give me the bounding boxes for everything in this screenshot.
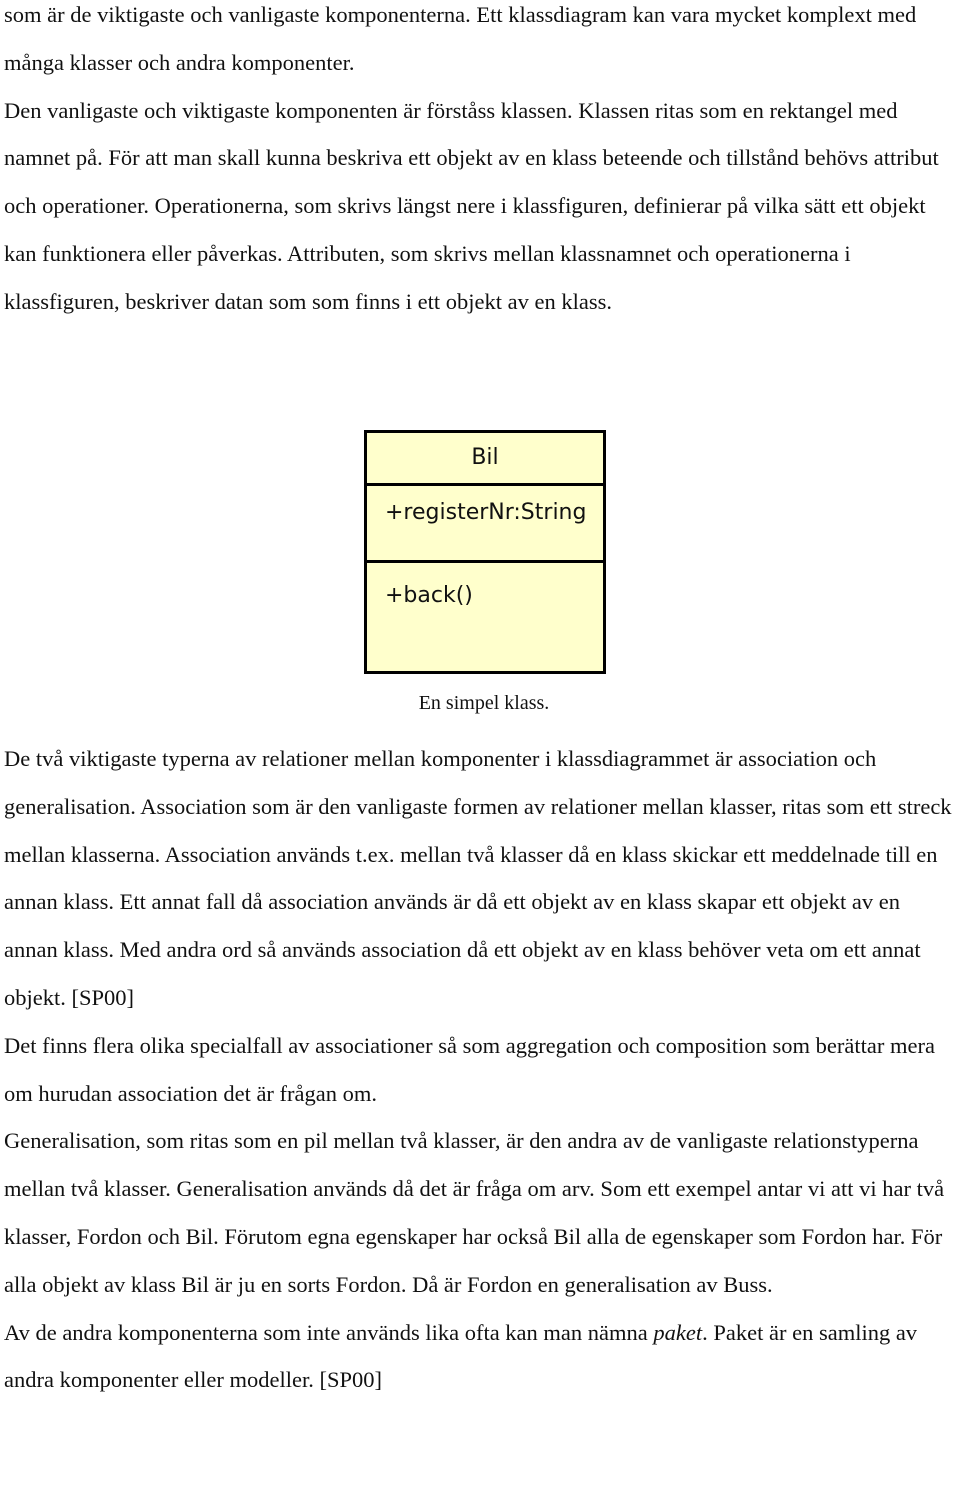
paragraph-association-types: Det finns flera olika specialfall av associationer så som aggregation och composition som berättar mera om hurudan association det är frågan om. <box>4 1032 935 1106</box>
paragraph-class-description: Den vanligaste och viktigaste komponenten är förståss klassen. Klassen ritas som en rektangel med namnet på. För att man skall kunna beskriva ett objekt av en klass beteende och tillstånd behövs attribut och operationer. Operationerna, som skrivs längst nere i klassfiguren, definierar på vilka sätt ett objekt kan funktionera eller påverkas. Attributen, som skrivs mellan klassnamnet och operationerna i klassfiguren, beskriver datan som som finns i ett objekt av en klass. <box>4 97 939 314</box>
uml-operation: +back() <box>385 583 473 608</box>
text-block-top <box>4 0 956 326</box>
packages-term: paket <box>653 1319 703 1345</box>
uml-class-figure <box>364 430 610 674</box>
uml-class-attributes <box>367 486 603 563</box>
uml-class-box <box>364 430 606 674</box>
packages-text-after: . Paket är en samling av andra komponenter eller modeller. [SP00] <box>4 1319 918 1393</box>
uml-attribute: +registerNr:String <box>385 500 587 525</box>
paragraph-intro: som är de viktigaste och vanligaste komponenterna. Ett klassdiagram kan vara mycket komplext med många klasser och andra komponenter. <box>4 2 917 75</box>
uml-class-operations <box>367 563 603 613</box>
packages-text-before: Av de andra komponenterna som inte används lika ofta kan man nämna <box>4 1319 654 1345</box>
paragraph-generalisation: Generalisation, som ritas som en pil mellan två klasser, är den andra av de vanligaste relationstyperna mellan två klasser. Generalisation används då det är fråga om arv. Som ett exempel antar vi att vi har två klasser, Fordon och Bil. Förutom egna egenskaper har också Bil alla de egenskaper som Fordon har. För alla objekt av klass Bil är ju en sorts Fordon. Då är Fordon en generalisation av Buss. <box>4 1128 945 1297</box>
uml-class-name: Bil <box>367 433 603 486</box>
text-block-bottom <box>4 735 956 1404</box>
paragraph-packages <box>4 1309 956 1405</box>
paragraph-relations: De två viktigaste typerna av relationer mellan komponenter i klassdiagrammet är association och generalisation. Association som är den vanligaste formen av relationer mellan klasser, ritas som ett streck mellan klasserna. Association används t.ex. mellan två klasser då en klass skickar ett meddelnade till en annan klass. Ett annat fall då association används är då ett objekt av en klass skapar ett objekt av en annan klass. Med andra ord så används association då ett objekt av en klass behöver veta om ett annat objekt. [SP00] <box>4 746 952 1010</box>
figure-caption: En simpel klass. <box>418 692 550 714</box>
